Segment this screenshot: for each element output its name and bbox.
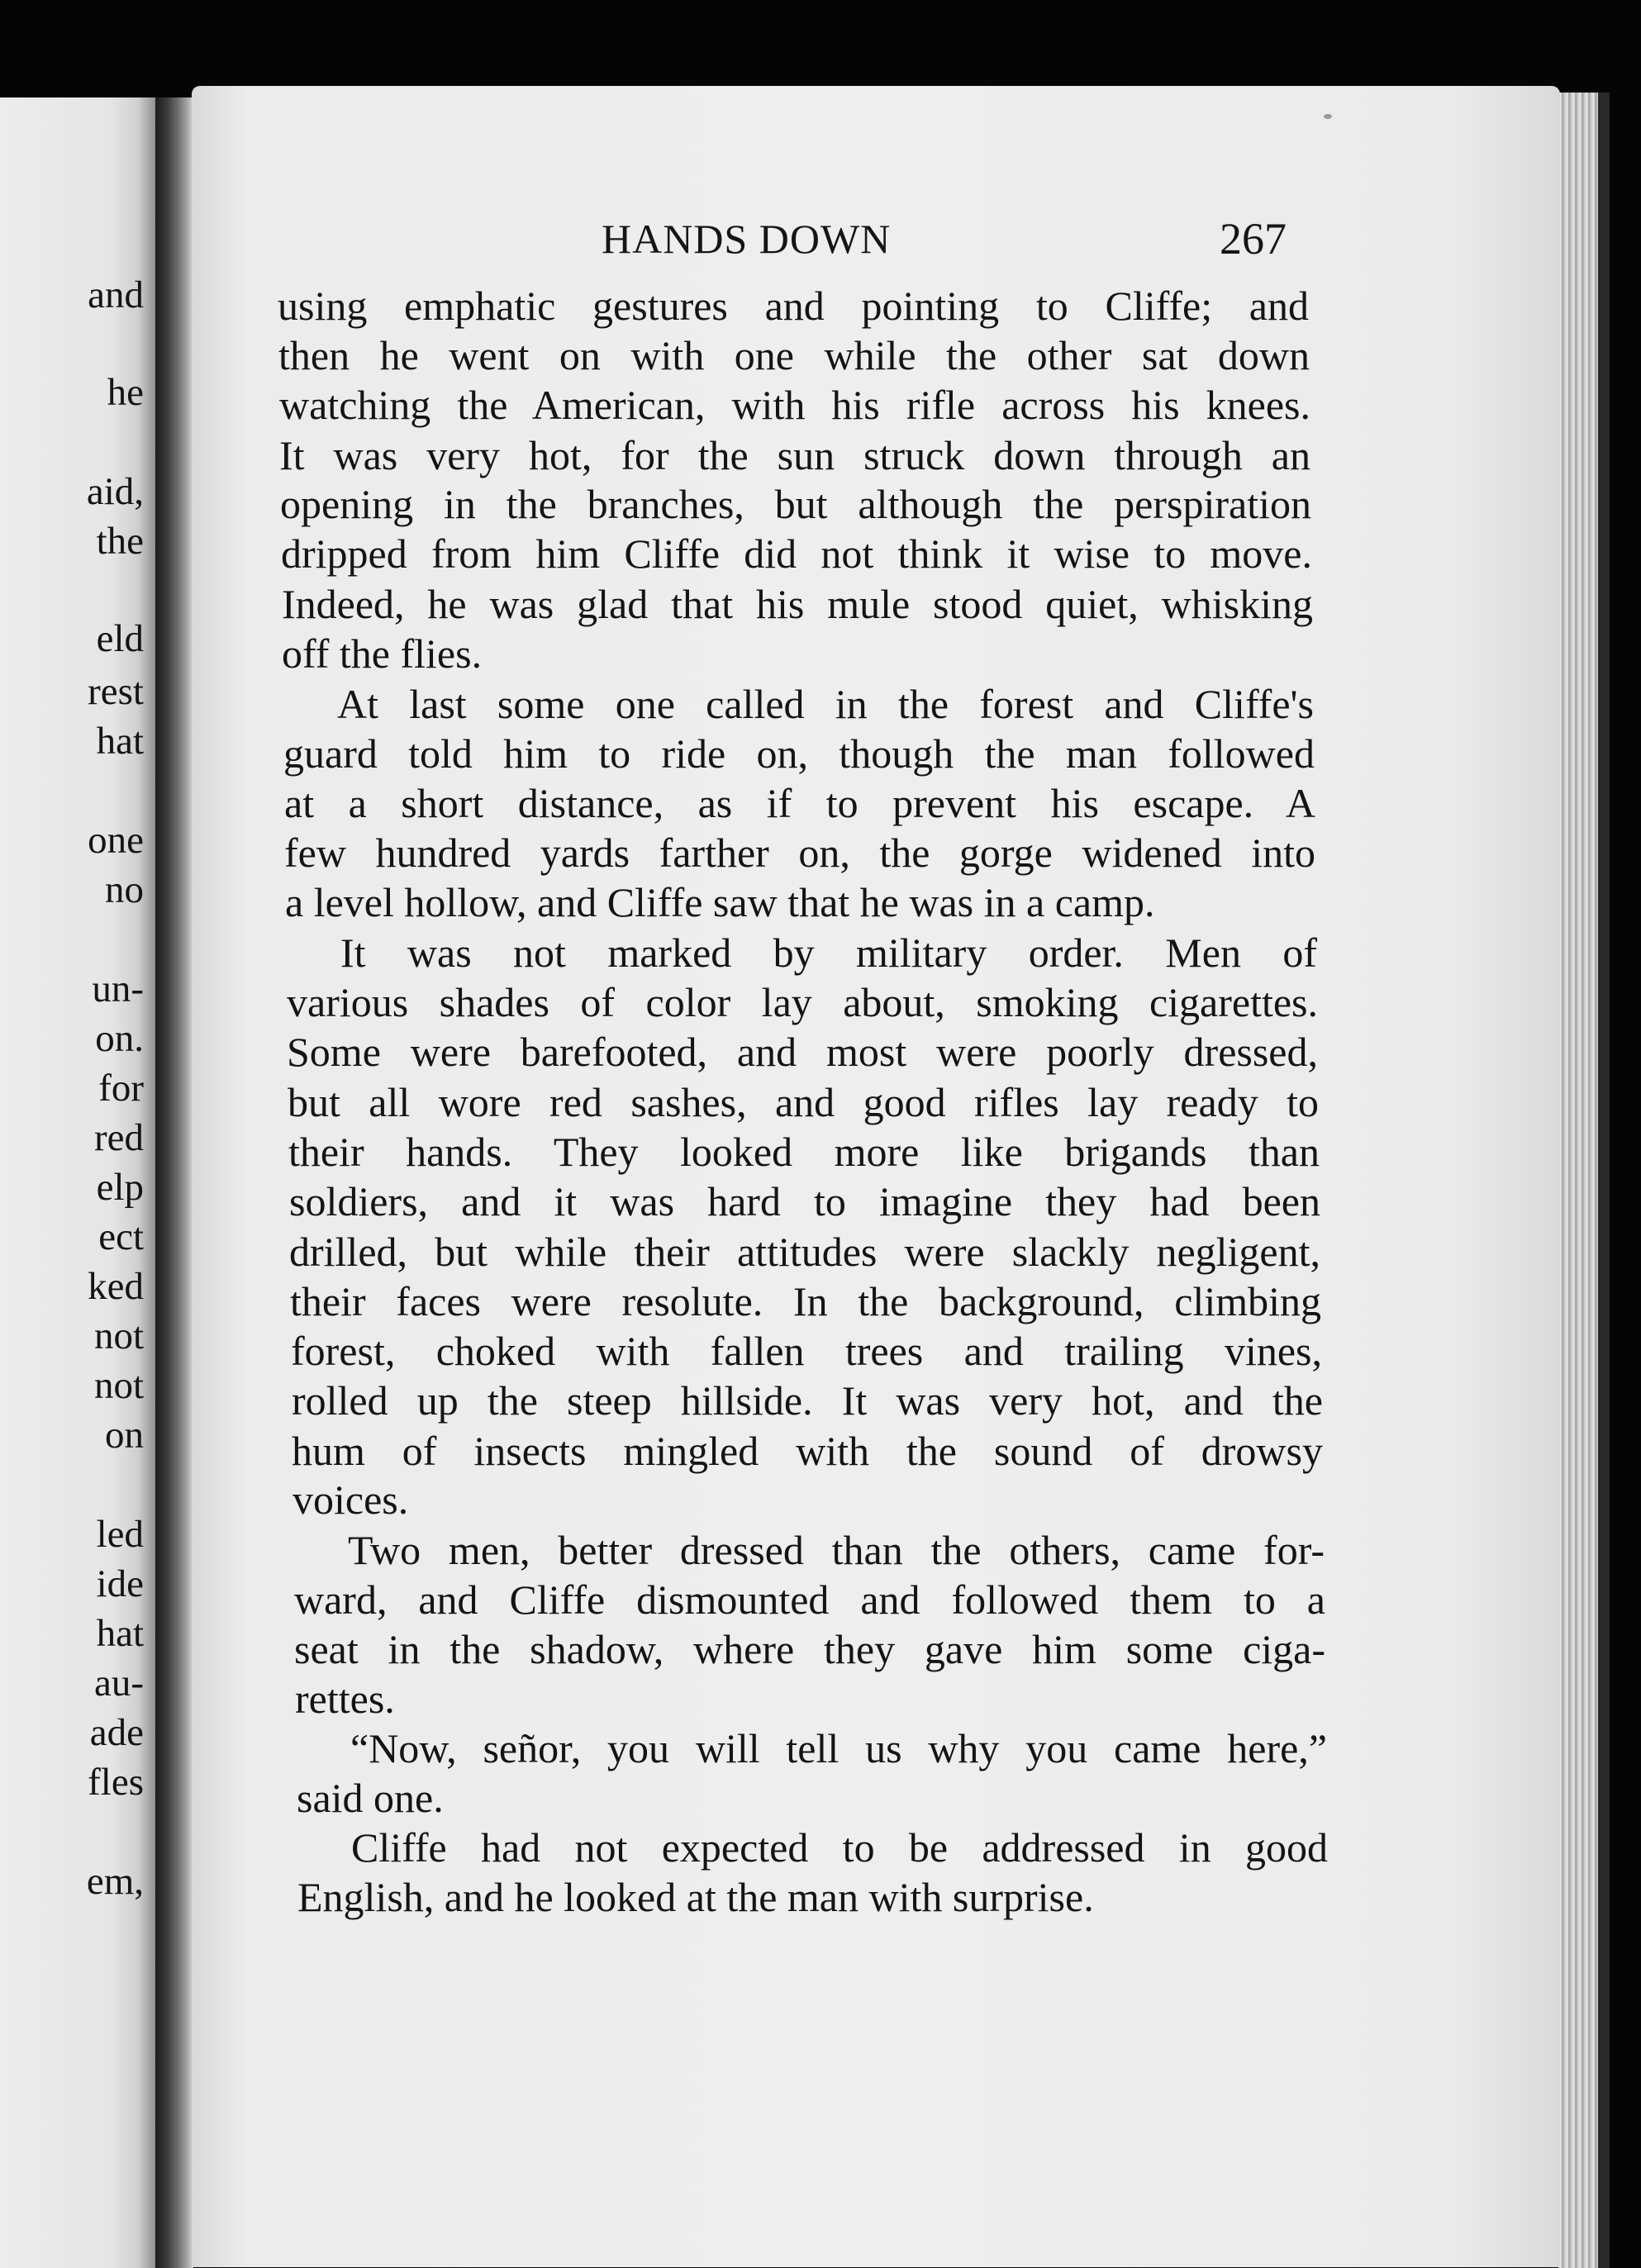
body-line: Indeed, he was glad that his mule stood quiet, whisking (282, 581, 1313, 627)
left-page-line-fragment: rest (88, 670, 144, 713)
body-line: “Now, señor, you will tell us why you came here,” (350, 1725, 1327, 1771)
body-line: off the flies. (282, 630, 483, 677)
left-page-line-fragment: aid, (86, 470, 144, 513)
left-page-line-fragment: elp (96, 1166, 144, 1209)
body-line: It was not marked by military order. Men of (340, 930, 1317, 976)
body-line: guard told him to ride on, though the man followed (283, 730, 1315, 777)
left-page-line-fragment: ked (88, 1265, 144, 1308)
body-line: Two men, better dressed than the others, came for- (348, 1527, 1325, 1573)
body-line: English, and he looked at the man with surprise. (297, 1874, 1094, 1920)
body-line: their hands. They looked more like brigands than (288, 1129, 1320, 1175)
body-line: their faces were resolute. In the background, climbing (290, 1278, 1321, 1324)
left-page-line-fragment: not (93, 1315, 144, 1357)
body-line: rolled up the steep hillside. It was very hot, and the (292, 1377, 1323, 1424)
body-line: hum of insects mingled with the sound of drowsy (292, 1428, 1323, 1474)
body-line: opening in the branches, but although the perspiration (280, 481, 1311, 527)
left-page-line-fragment: not (93, 1364, 144, 1407)
body-line: watching the American, with his rifle across his knees. (279, 382, 1310, 428)
left-page-line-fragment: red (93, 1116, 144, 1159)
body-line: at a short distance, as if to prevent his escape. A (284, 780, 1315, 826)
body-line: drilled, but while their attitudes were slackly negligent, (289, 1229, 1320, 1275)
body-line: seat in the shadow, where they gave him some ciga- (294, 1626, 1325, 1672)
body-line: but all wore red sashes, and good rifles lay ready to (288, 1079, 1319, 1125)
body-line: few hundred yards farther on, the gorge widened into (284, 830, 1315, 876)
left-page-line-fragment: he (107, 371, 144, 414)
page-edge-shadow (1598, 93, 1610, 2268)
left-page-line-fragment: on (105, 1414, 144, 1457)
left-page-line-fragment: for (98, 1067, 144, 1110)
page-edge-stack (1558, 93, 1600, 2268)
body-line: At last some one called in the forest and Cliffe's (337, 681, 1314, 727)
left-page-line-fragment: hat (96, 1612, 144, 1655)
left-page-line-fragment: one (88, 819, 144, 862)
body-line: rettes. (295, 1676, 395, 1722)
body-line: Cliffe had not expected to be addressed in good (351, 1824, 1328, 1871)
left-page-line-fragment: the (96, 520, 144, 563)
left-page-line-fragment: led (96, 1513, 144, 1556)
body-line: said one. (297, 1775, 444, 1821)
left-page-line-fragment: hat (96, 720, 144, 763)
body-line: using emphatic gestures and pointing to Cliffe; and (278, 283, 1309, 329)
body-line: various shades of color lay about, smoking cigarettes. (287, 979, 1318, 1025)
left-page-line-fragment: no (105, 868, 144, 911)
body-line: then he went on with one while the other sat down (278, 332, 1310, 378)
body-line: forest, choked with fallen trees and trailing vines, (291, 1328, 1322, 1374)
body-line: ward, and Cliffe dismounted and followed them to a (294, 1576, 1325, 1623)
left-page-line-fragment: on. (95, 1017, 144, 1060)
body-line: dripped from him Cliffe did not think it wise to move. (281, 530, 1312, 577)
left-page-line-fragment: and (88, 273, 144, 316)
left-page-line-fragment: em, (86, 1860, 144, 1903)
left-page-line-fragment: ade (89, 1711, 144, 1754)
left-page-line-fragment: ide (96, 1562, 144, 1605)
body-line: a level hollow, and Cliffe saw that he was in a camp. (285, 879, 1155, 925)
left-page-line-fragment: fles (88, 1761, 144, 1804)
page-number: 267 (1220, 214, 1287, 264)
body-line: soldiers, and it was hard to imagine they had been (289, 1178, 1320, 1224)
left-page-line-fragment: ect (98, 1215, 144, 1258)
running-head-title: HANDS DOWN (602, 216, 892, 262)
book-gutter (155, 97, 193, 2268)
left-facing-page (0, 97, 157, 2268)
left-page-line-fragment: eld (96, 617, 144, 660)
body-line: voices. (293, 1476, 409, 1523)
left-page-line-fragment: au- (93, 1662, 144, 1705)
left-page-line-fragment: un- (92, 968, 144, 1010)
body-line: Some were barefooted, and most were poorly dressed, (287, 1029, 1318, 1075)
body-line: It was very hot, for the sun struck down through an (279, 432, 1310, 478)
scan-speck (1324, 114, 1332, 119)
